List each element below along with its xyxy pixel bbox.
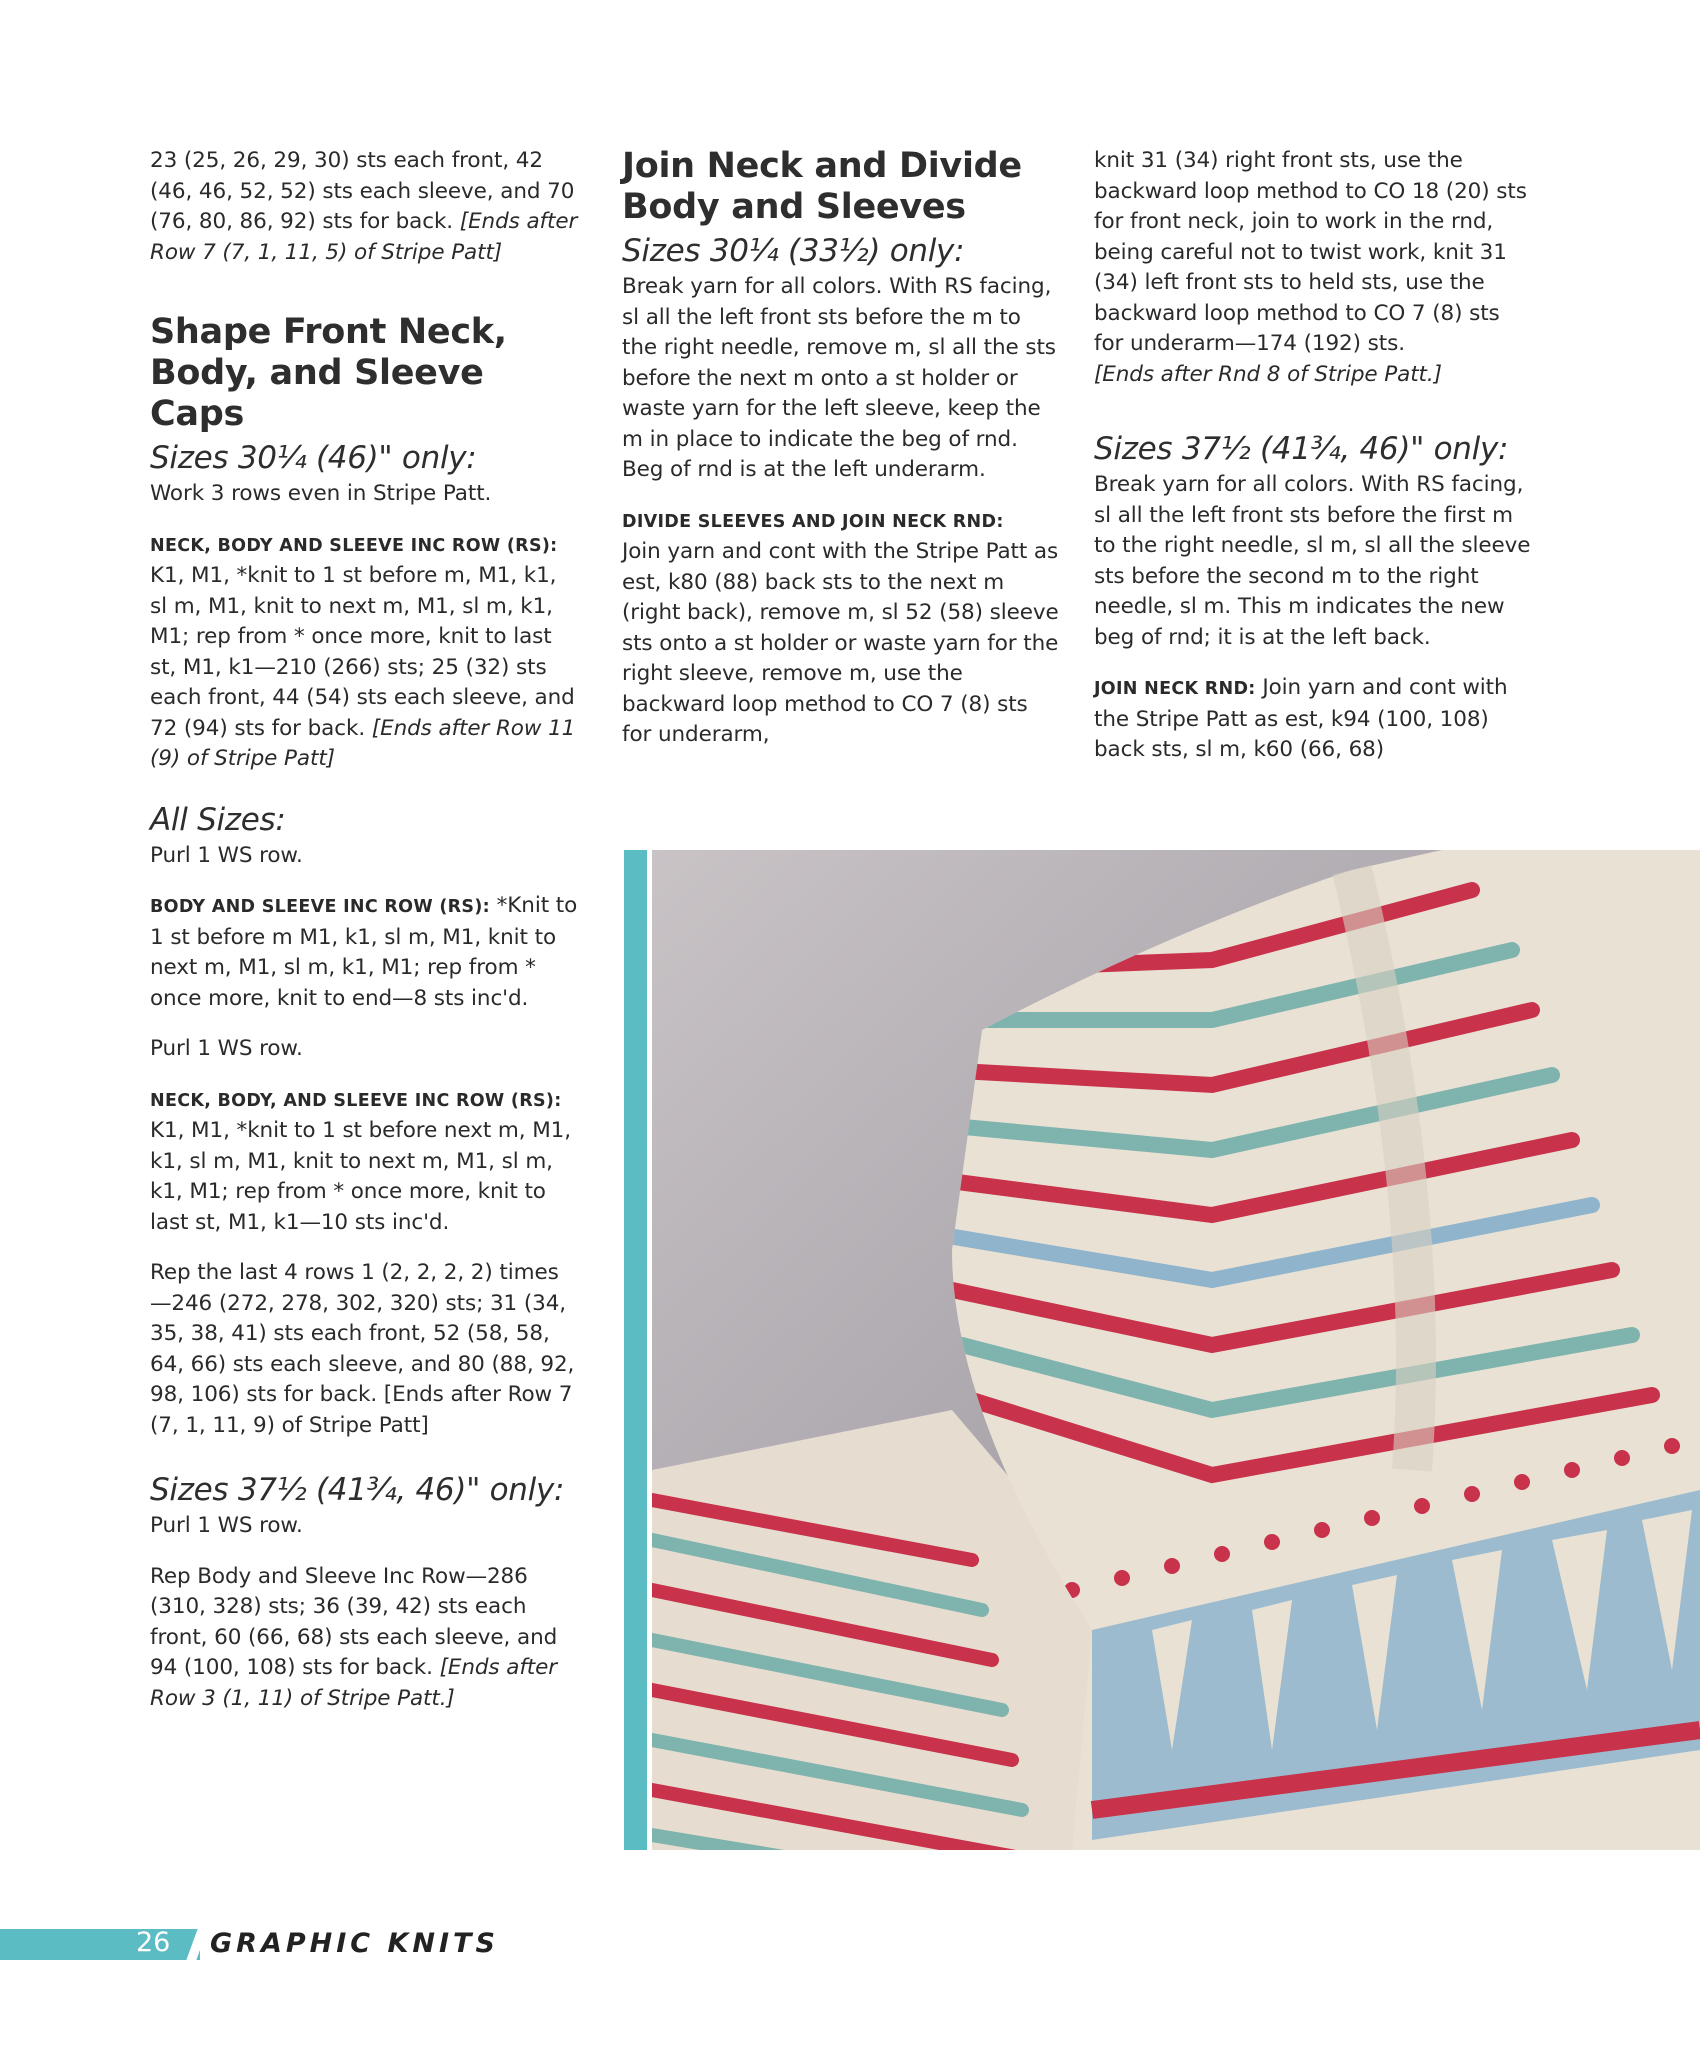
- purl-row-paragraph-3: Purl 1 WS row.: [150, 1513, 303, 1538]
- neck-inc-paragraph: NECK, BODY AND SLEEVE INC ROW (RS): K1, M1, *knit to 1 st before m, M1, k1, sl m, M1, knit to next m, M1, sl m, k1, M1; rep from * once more, knit to last st, M1, k1—210 (266) sts; 25 (32) sts each front, 44 (54) sts each sleeve, and 72 (94) sts for back. [Ends after Row 11 (9) of Stripe Patt]: [150, 535, 576, 771]
- repeat-paragraph: Rep the last 4 rows 1 (2, 2, 2, 2) times—246 (272, 278, 302, 320) sts; 31 (34, 35, 38, 41) sts each front, 52 (58, 58, 64, 66) sts each sleeve, and 80 (88, 92, 98, 106) sts for back. [Ends after Row 7 (7, 1, 11, 9) of Stripe Patt]: [150, 1260, 575, 1438]
- heading-join-neck: Join Neck and Divide Body and Sleeves: [622, 146, 1022, 227]
- subheading-sizes-30-46: Sizes 30¼ (46)" only:: [150, 440, 477, 476]
- work-rows-paragraph: Work 3 rows even in Stripe Patt.: [150, 481, 492, 506]
- body-inc-label: BODY AND SLEEVE INC ROW (RS):: [150, 897, 490, 917]
- neck-inc-label: NECK, BODY AND SLEEVE INC ROW (RS):: [150, 535, 558, 556]
- purl-row-paragraph: Purl 1 WS row.: [150, 842, 303, 868]
- accent-bar: [624, 850, 647, 1850]
- continue-paragraph: knit 31 (34) right front sts, use the backward loop method to CO 18 (20) sts for front neck, join to work in the rnd, being careful not to twist work, knit 31 (34) left front sts to held sts, use the backward loop method to CO 7 (8) sts for underarm—174 (192) sts. [Ends after Rnd 8 of Stripe Patt.]: [1094, 148, 1527, 387]
- divide-sleeves-paragraph: DIVIDE SLEEVES AND JOIN NECK RND: Join yarn and cont with the Stripe Patt as est, k80 (88) back sts to the next m (right back), remove m, sl 52 (58) sleeve sts onto a st holder or waste yarn for the right sleeve, remove m, use the backward loop method to CO 7 (8) sts for underarm,: [622, 511, 1059, 747]
- subheading-all-sizes: All Sizes:: [150, 801, 286, 838]
- sweater-photo: [652, 850, 1700, 1850]
- repeat-inc-paragraph: Rep Body and Sleeve Inc Row—286 (310, 328) sts; 36 (39, 42) sts each front, 60 (66, 68) sts each sleeve, and 94 (100, 108) sts for back. [Ends after Row 3 (1, 11) of Stripe Patt.]: [150, 1563, 558, 1711]
- body-inc-paragraph: BODY AND SLEEVE INC ROW (RS): *Knit to 1 st before m M1, k1, sl m, M1, knit to next m, M1, sl m, k1, M1; rep from * once more, knit to end—8 sts inc'd.: [150, 893, 578, 1011]
- subheading-sizes-30-33: Sizes 30¼ (33½) only:: [622, 233, 965, 269]
- neck-inc-2-paragraph: NECK, BODY, AND SLEEVE INC ROW (RS): K1, M1, *knit to 1 st before next m, M1, k1, sl m, M1, knit to next m, M1, sl m, k1, M1; rep from * once more, knit to last st, M1, k1—10 sts inc'd.: [150, 1090, 571, 1235]
- footer-book-title: GRAPHIC KNITS: [210, 1928, 499, 1959]
- subheading-sizes-37-46-right: Sizes 37½ (41¾, 46)" only:: [1094, 431, 1509, 467]
- column-left: [150, 146, 580, 1714]
- intro-note: [Ends after Row 7 (7, 1, 11, 5) of Stripe Patt]: [150, 209, 578, 265]
- column-right: [1094, 146, 1534, 766]
- purl-row-paragraph-2: Purl 1 WS row.: [150, 1036, 303, 1061]
- divide-sleeves-label: DIVIDE SLEEVES AND JOIN NECK RND:: [622, 511, 1004, 532]
- continue-note: [Ends after Rnd 8 of Stripe Patt.]: [1094, 361, 1442, 387]
- intro-paragraph: 23 (25, 26, 29, 30) sts each front, 42 (46, 46, 52, 52) sts each sleeve, and 70 (76, 80, 86, 92) sts for back. [Ends after Row 7 (7, 1, 11, 5) of Stripe Patt]: [150, 148, 578, 265]
- subheading-sizes-37-46: Sizes 37½ (41¾, 46)" only:: [150, 1472, 565, 1508]
- heading-shape-front-neck: Shape Front Neck, Body, and Sleeve Caps: [150, 312, 507, 434]
- repeat-inc-note: [Ends after Row 3 (1, 11) of Stripe Patt.]: [150, 1655, 558, 1711]
- neck-inc-note: [Ends after Row 11 (9) of Stripe Patt]: [150, 715, 576, 771]
- break-yarn-paragraph: Break yarn for all colors. With RS facing, sl all the left front sts before the m to the right needle, remove m, sl all the sts before the next m onto a st holder or waste yarn for the left sleeve, keep the m in place to indicate the beg of rnd. Beg of rnd is at the left underarm.: [622, 274, 1056, 482]
- photo-frame: [624, 850, 1700, 1850]
- join-neck-label: JOIN NECK RND:: [1094, 679, 1256, 699]
- join-neck-paragraph: JOIN NECK RND: Join yarn and cont with the Stripe Patt as est, k94 (100, 108) back sts, sl m, k60 (66, 68): [1094, 675, 1508, 762]
- break-yarn-paragraph-right: Break yarn for all colors. With RS facing, sl all the left front sts before the first m to the right needle, sl m, sl all the sleeve sts before the second m to the right needle, sl m. This m indicates the new beg of rnd; it is at the left back.: [1094, 472, 1531, 650]
- column-middle: [622, 146, 1062, 751]
- page-number: 26: [136, 1927, 171, 1958]
- neck-inc-2-label: NECK, BODY, AND SLEEVE INC ROW (RS):: [150, 1090, 562, 1111]
